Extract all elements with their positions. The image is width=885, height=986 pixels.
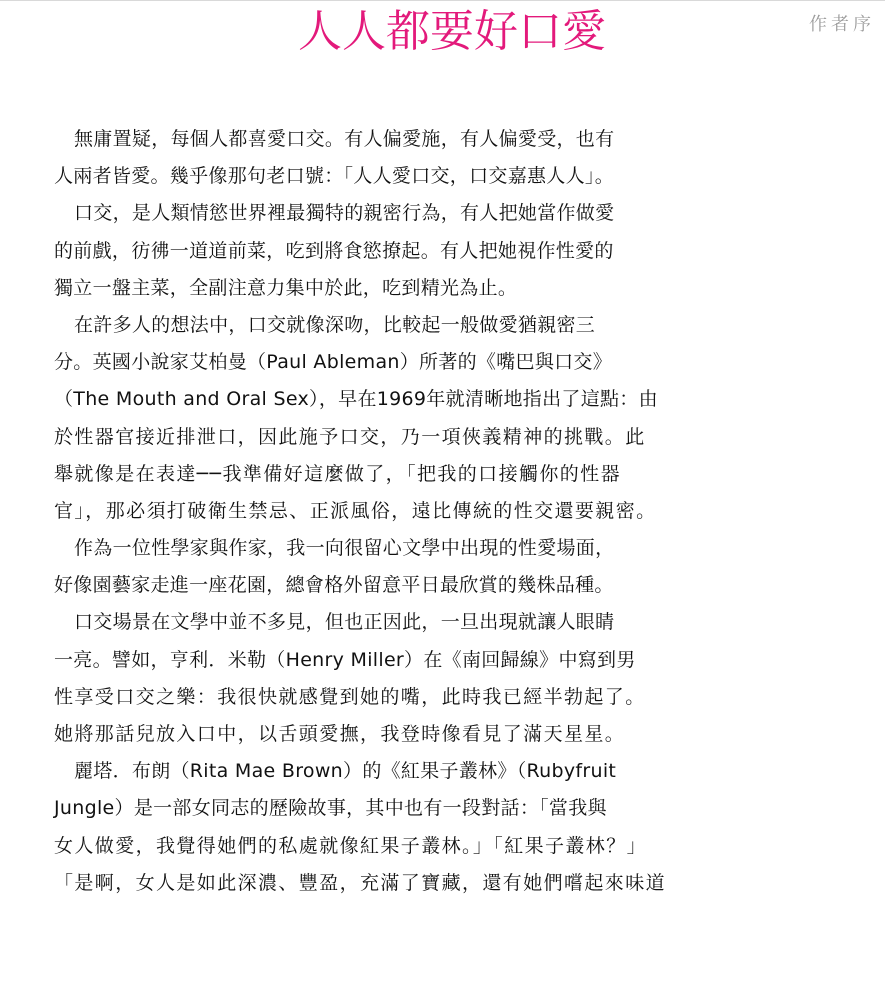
body-text [54, 127, 667, 908]
paragraph-1 [54, 127, 634, 188]
chapter-title: 人人都要好口愛 [298, 6, 606, 57]
text-line [54, 201, 634, 225]
quote-line: 女人做愛，我覺得她們的私處就像紅果子叢林。」「紅果子叢林？」 [54, 834, 648, 857]
text-line [54, 127, 634, 151]
text-line-content: 口交場景在文學中並不多見，但也正因此，一旦出現就讓人眼睛 [74, 611, 615, 634]
text-line: 分。英國小說家艾柏曼（Paul Ableman）所著的《嘴巴與口交》 [54, 351, 613, 374]
text-line: 的前戲，彷彿一道道前菜，吃到將食慾撩起。有人把她視作性愛的 [54, 239, 614, 262]
paragraph-2 [54, 201, 634, 299]
text-line [54, 759, 634, 783]
text-line [54, 313, 634, 337]
text-line-content: 在許多人的想法中，口交就像深吻，比較起一般做愛猶親密三 [74, 313, 596, 336]
text-line-content: 作為一位性學家與作家，我一向很留心文學中出現的性愛場面， [74, 537, 615, 560]
text-line: （The Mouth and Oral Sex），早在1969年就清晰地指出了這點：由 [54, 388, 658, 411]
text-line: 一亮。譬如，亨利．米勒（Henry Miller）在《南回歸線》中寫到男 [54, 648, 636, 671]
text-line: 好像園藝家走進一座花園，總會格外留意平日最欣賞的幾株品種。 [54, 574, 614, 597]
text-line-content: 無庸置疑，每個人都喜愛口交。有人偏愛施，有人偏愛受，也有 [74, 128, 615, 150]
text-line [54, 536, 634, 560]
text-line-content: 麗塔．布朗（Rita Mae Brown）的《紅果子叢林》（Rubyfruit [74, 760, 617, 783]
top-rule [0, 0, 885, 1]
section-label: 作者序 [809, 14, 875, 35]
quote-line: 官」，那必須打破衛生禁忌、正派風俗，遠比傳統的性交還要親密。 [54, 499, 657, 522]
quote-line: 「是啊，女人是如此深濃、豐盈，充滿了寶藏，還有她們嚐起來味道 [54, 871, 667, 894]
text-line-content: 口交，是人類情慾世界裡最獨特的親密行為，有人把她當作做愛 [74, 202, 615, 225]
quote-line: 她將那話兒放入口中，以舌頭愛撫，我登時像看見了滿天星星。 [54, 723, 626, 745]
quote-line: 性享受口交之樂：我很快就感覺到她的嘴，此時我已經半勃起了。 [54, 685, 646, 708]
text-line: 人兩者皆愛。幾乎像那句老口號：「人人愛口交，口交嘉惠人人」。 [54, 165, 615, 188]
quote-line: 舉就像是在表達──我準備好這麼做了，「把我的口接觸你的性器 [54, 462, 621, 485]
paragraph-6 [54, 759, 667, 895]
text-line: 獨立一盤主菜，全副注意力集中於此，吃到精光為止。 [54, 276, 518, 299]
text-line [54, 610, 634, 634]
paragraph-4 [54, 536, 634, 597]
paragraph-5 [54, 610, 646, 746]
text-line: Jungle）是一部女同志的歷險故事，其中也有一段對話：「當我與 [54, 797, 607, 820]
paragraph-3 [54, 313, 658, 523]
quote-line: 於性器官接近排泄口，因此施予口交，乃一項俠義精神的挑戰。此 [54, 425, 646, 448]
